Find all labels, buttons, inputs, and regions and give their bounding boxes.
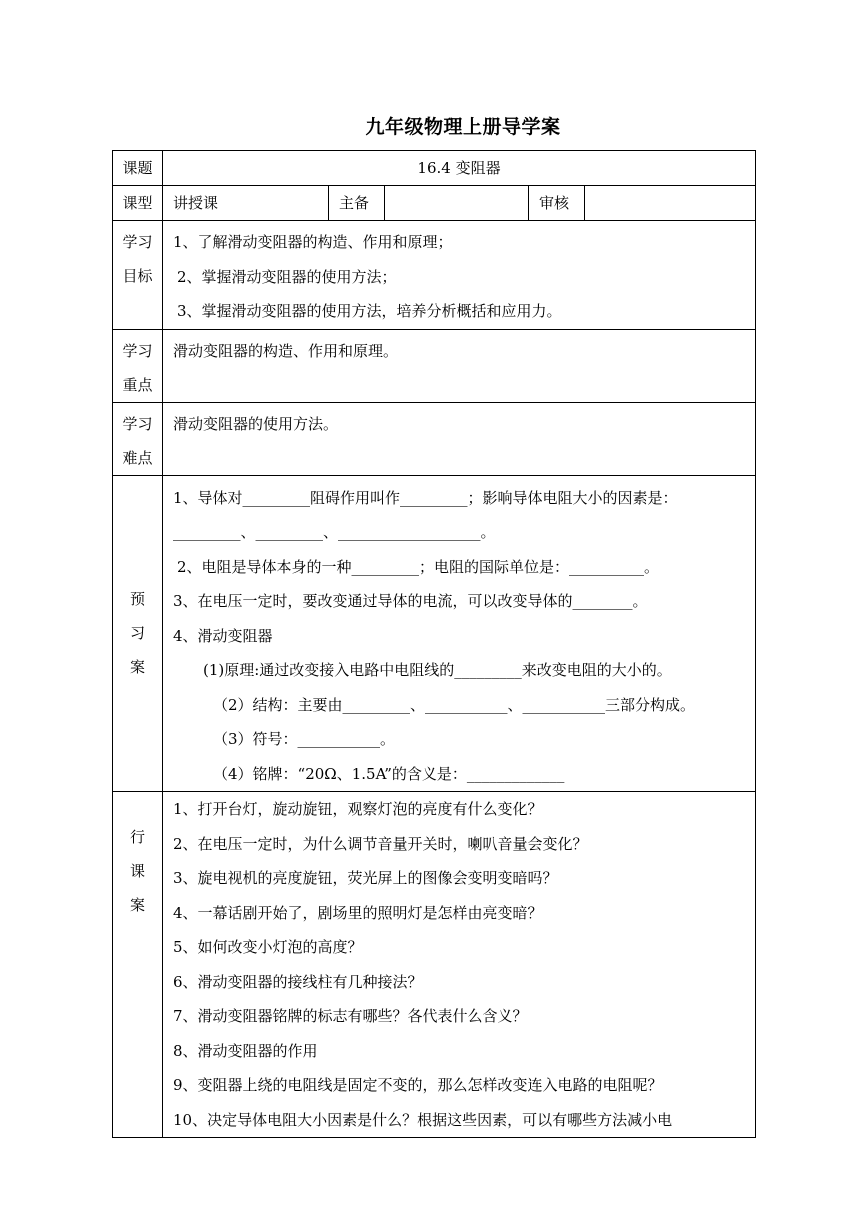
type-value: 讲授课 xyxy=(163,186,329,221)
lesson-row xyxy=(113,792,756,1138)
preview-content xyxy=(163,475,756,792)
topic-value: 16.4 变阻器 xyxy=(163,151,756,186)
lesson-line: 7、滑动变阻器铭牌的标志有哪些？各代表什么含义？ xyxy=(173,1007,528,1025)
goals-label-2: 目标 xyxy=(122,267,153,285)
topic-row xyxy=(113,151,756,186)
goals-content xyxy=(163,221,756,330)
preview-line: 1、导体对_________阻碍作用叫作_________；影响导体电阻大小的因素是： xyxy=(173,488,678,507)
goal-line: 2、掌握滑动变阻器的使用方法； xyxy=(177,267,397,286)
preview-line: 3、在电压一定时，要改变通过导体的电流，可以改变导体的________。 xyxy=(173,592,648,610)
difficult-content xyxy=(163,402,756,475)
topic-label: 课题 xyxy=(113,151,163,186)
prep-label: 主备 xyxy=(329,186,385,221)
lesson-label-2: 课 xyxy=(129,862,145,880)
preview-row xyxy=(113,475,756,792)
goals-label-1: 学习 xyxy=(122,233,153,251)
type-label: 课型 xyxy=(113,186,163,221)
prep-value xyxy=(385,186,529,221)
key-row xyxy=(113,329,756,402)
preview-line: 4、滑动变阻器 xyxy=(173,626,273,645)
preview-line: (1)原理:通过改变接入电路中电阻线的_________来改变电阻的大小的。 xyxy=(203,661,672,679)
key-label-2: 重点 xyxy=(122,375,153,394)
preview-line: （3）符号：___________。 xyxy=(213,730,396,748)
review-value xyxy=(585,186,756,221)
lesson-line: 8、滑动变阻器的作用 xyxy=(173,1041,318,1060)
key-label-1: 学习 xyxy=(122,341,153,360)
key-text: 滑动变阻器的构造、作用和原理。 xyxy=(173,341,399,360)
difficult-label-1: 学习 xyxy=(122,414,153,433)
difficult-label xyxy=(113,402,163,475)
goals-row xyxy=(113,221,756,330)
key-label xyxy=(113,329,163,402)
lesson-content xyxy=(163,792,756,1138)
preview-label-3: 案 xyxy=(129,658,145,677)
lesson-line: 10、决定导体电阻大小因素是什么？根据这些因素，可以有哪些方法减小电 xyxy=(173,1110,673,1129)
difficult-text: 滑动变阻器的使用方法。 xyxy=(173,414,339,433)
goal-line: 3、掌握滑动变阻器的使用方法，培养分析概括和应用力。 xyxy=(177,302,562,320)
preview-line: _________、_________、___________________。 xyxy=(173,523,496,541)
review-label: 审核 xyxy=(529,186,585,221)
lesson-line: 9、变阻器上绕的电阻线是固定不变的，那么怎样改变连入电路的电阻呢？ xyxy=(173,1076,663,1094)
lesson-line: 3、旋电视机的亮度旋钮，荧光屏上的图像会变明变暗吗？ xyxy=(173,869,558,887)
lesson-line: 1、打开台灯，旋动旋钮，观察灯泡的亮度有什么变化？ xyxy=(173,800,543,818)
lesson-line: 6、滑动变阻器的接线柱有几种接法？ xyxy=(173,972,423,991)
difficult-row xyxy=(113,402,756,475)
lesson-label-1: 行 xyxy=(129,828,145,846)
study-guide-table xyxy=(112,150,756,1138)
goals-label xyxy=(113,221,163,330)
preview-line: （4）铭牌：“20Ω、1.5A”的含义是：_____________ xyxy=(213,764,565,783)
key-content xyxy=(163,329,756,402)
difficult-label-2: 难点 xyxy=(122,448,153,467)
lesson-label xyxy=(113,792,163,1138)
preview-label xyxy=(113,475,163,792)
preview-label-2: 习 xyxy=(129,624,145,643)
lesson-line: 2、在电压一定时，为什么调节音量开关时，喇叭音量会变化？ xyxy=(173,834,588,853)
lesson-line: 5、如何改变小灯泡的高度？ xyxy=(173,938,363,956)
lesson-label-3: 案 xyxy=(129,896,145,914)
goal-line: 1、了解滑动变阻器的构造、作用和原理； xyxy=(173,233,453,251)
preview-line: （2）结构：主要由_________、___________、___________三部分构成。 xyxy=(213,695,696,714)
type-row xyxy=(113,186,756,221)
preview-line: 2、电阻是导体本身的一种_________；电阻的国际单位是：__________。 xyxy=(177,557,660,576)
page-title: 九年级物理上册导学案 xyxy=(365,116,561,138)
preview-label-1: 预 xyxy=(129,590,145,609)
lesson-line: 4、一幕话剧开始了，剧场里的照明灯是怎样由亮变暗？ xyxy=(173,903,543,922)
